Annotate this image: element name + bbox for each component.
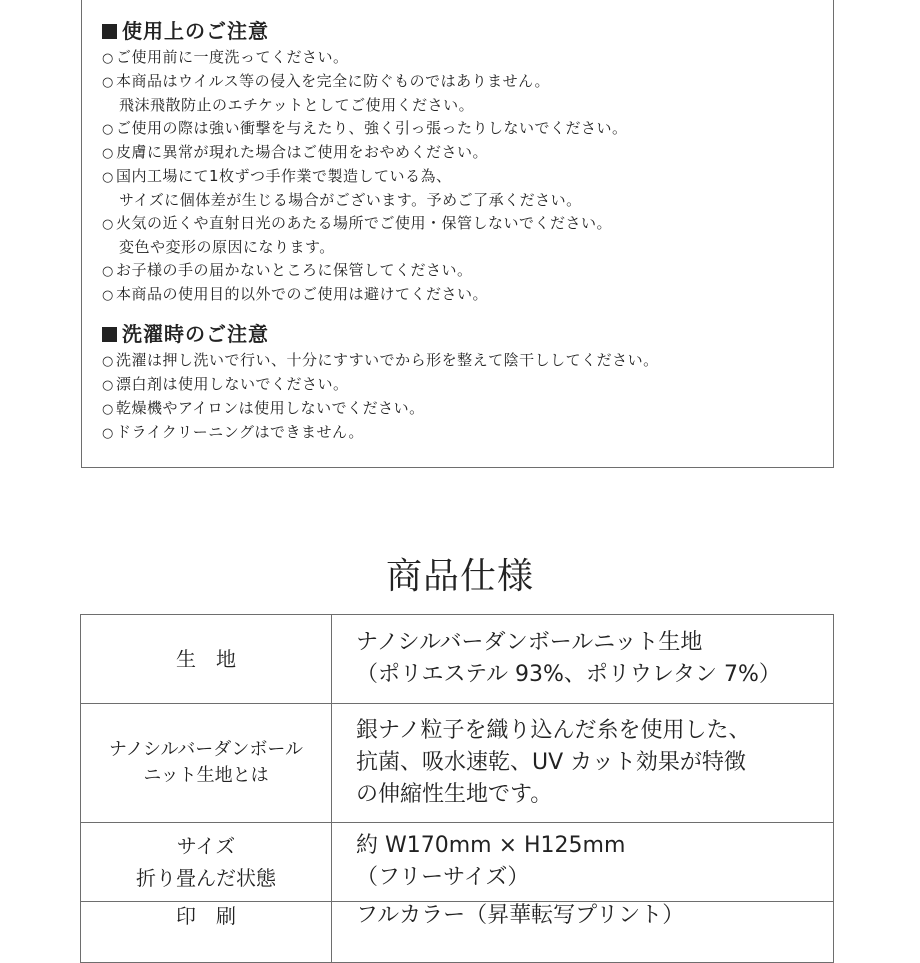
table-row <box>81 615 834 704</box>
list-item: ○ 国内工場にて1枚ずつ手作業で製造している為、 サイズに個体差が生じる場合がございます。予めご了承ください。 <box>102 167 582 209</box>
notice-box <box>81 0 834 468</box>
circle-bullet-icon: ○ <box>102 217 114 232</box>
circle-bullet-icon: ○ <box>102 51 114 66</box>
circle-bullet-icon: ○ <box>102 264 114 279</box>
circle-bullet-icon: ○ <box>102 354 114 369</box>
spec-value: 約 W170mm × H125mm （フリーサイズ） <box>332 823 834 902</box>
list-item: ○ 本商品の使用目的以外でのご使用は避けてください。 <box>102 283 833 307</box>
list-item: ○ 漂白剤は使用しないでください。 <box>102 373 833 397</box>
circle-bullet-icon: ○ <box>102 288 114 303</box>
list-item: ○ 本商品はウイルス等の侵入を完全に防ぐものではありません。 飛沫飛散防止のエチケットとしてご使用ください。 <box>102 72 551 114</box>
spec-label: 生 地 <box>81 615 332 704</box>
spec-value: フルカラー（昇華転写プリント） <box>332 902 834 963</box>
usage-notes-title: 使用上のご注意 <box>122 19 269 43</box>
list-item: ○ ご使用前に一度洗ってください。 <box>102 46 833 70</box>
usage-notes-heading <box>102 16 833 46</box>
list-item: ○ 火気の近くや直射日光のあたる場所でご使用・保管しないでください。 変色や変形の原因になります。 <box>102 214 613 256</box>
spec-label: ナノシルバーダンボール ニット生地とは <box>81 704 332 823</box>
spec-label: サイズ 折り畳んだ状態 <box>81 823 332 902</box>
list-item: ○ ドライクリーニングはできません。 <box>102 421 833 445</box>
list-item: ○ 洗濯は押し洗いで行い、十分にすすいでから形を整えて陰干ししてください。 <box>102 349 833 373</box>
washing-notes-title: 洗濯時のご注意 <box>122 322 269 346</box>
black-square-icon <box>102 24 117 39</box>
circle-bullet-icon: ○ <box>102 378 114 393</box>
spec-value: ナノシルバーダンボールニット生地 （ポリエステル 93%、ポリウレタン 7%） <box>332 615 834 704</box>
table-row <box>81 823 834 902</box>
black-square-icon <box>102 327 117 342</box>
circle-bullet-icon: ○ <box>102 122 114 137</box>
spec-label: 印 刷 <box>81 902 332 963</box>
washing-notes-list <box>102 349 833 445</box>
list-item: ○ 乾燥機やアイロンは使用しないでください。 <box>102 397 833 421</box>
list-item: ○ ご使用の際は強い衝撃を与えたり、強く引っ張ったりしないでください。 <box>102 117 833 141</box>
list-item: ○ お子様の手の届かないところに保管してください。 <box>102 259 833 283</box>
circle-bullet-icon: ○ <box>102 170 114 185</box>
spec-table <box>80 614 834 963</box>
circle-bullet-icon: ○ <box>102 75 114 90</box>
circle-bullet-icon: ○ <box>102 146 114 161</box>
circle-bullet-icon: ○ <box>102 402 114 417</box>
washing-notes-heading <box>102 319 833 349</box>
usage-notes-list <box>102 46 833 307</box>
table-row <box>81 902 834 963</box>
spec-title: 商品仕様 <box>385 556 534 597</box>
table-row <box>81 704 834 823</box>
list-item: ○ 皮膚に異常が現れた場合はご使用をおやめください。 <box>102 141 833 165</box>
circle-bullet-icon: ○ <box>102 426 114 441</box>
spec-value: 銀ナノ粒子を織り込んだ糸を使用した、 抗菌、吸水速乾、UV カット効果が特徴 の伸縮性生地です。 <box>332 704 834 823</box>
